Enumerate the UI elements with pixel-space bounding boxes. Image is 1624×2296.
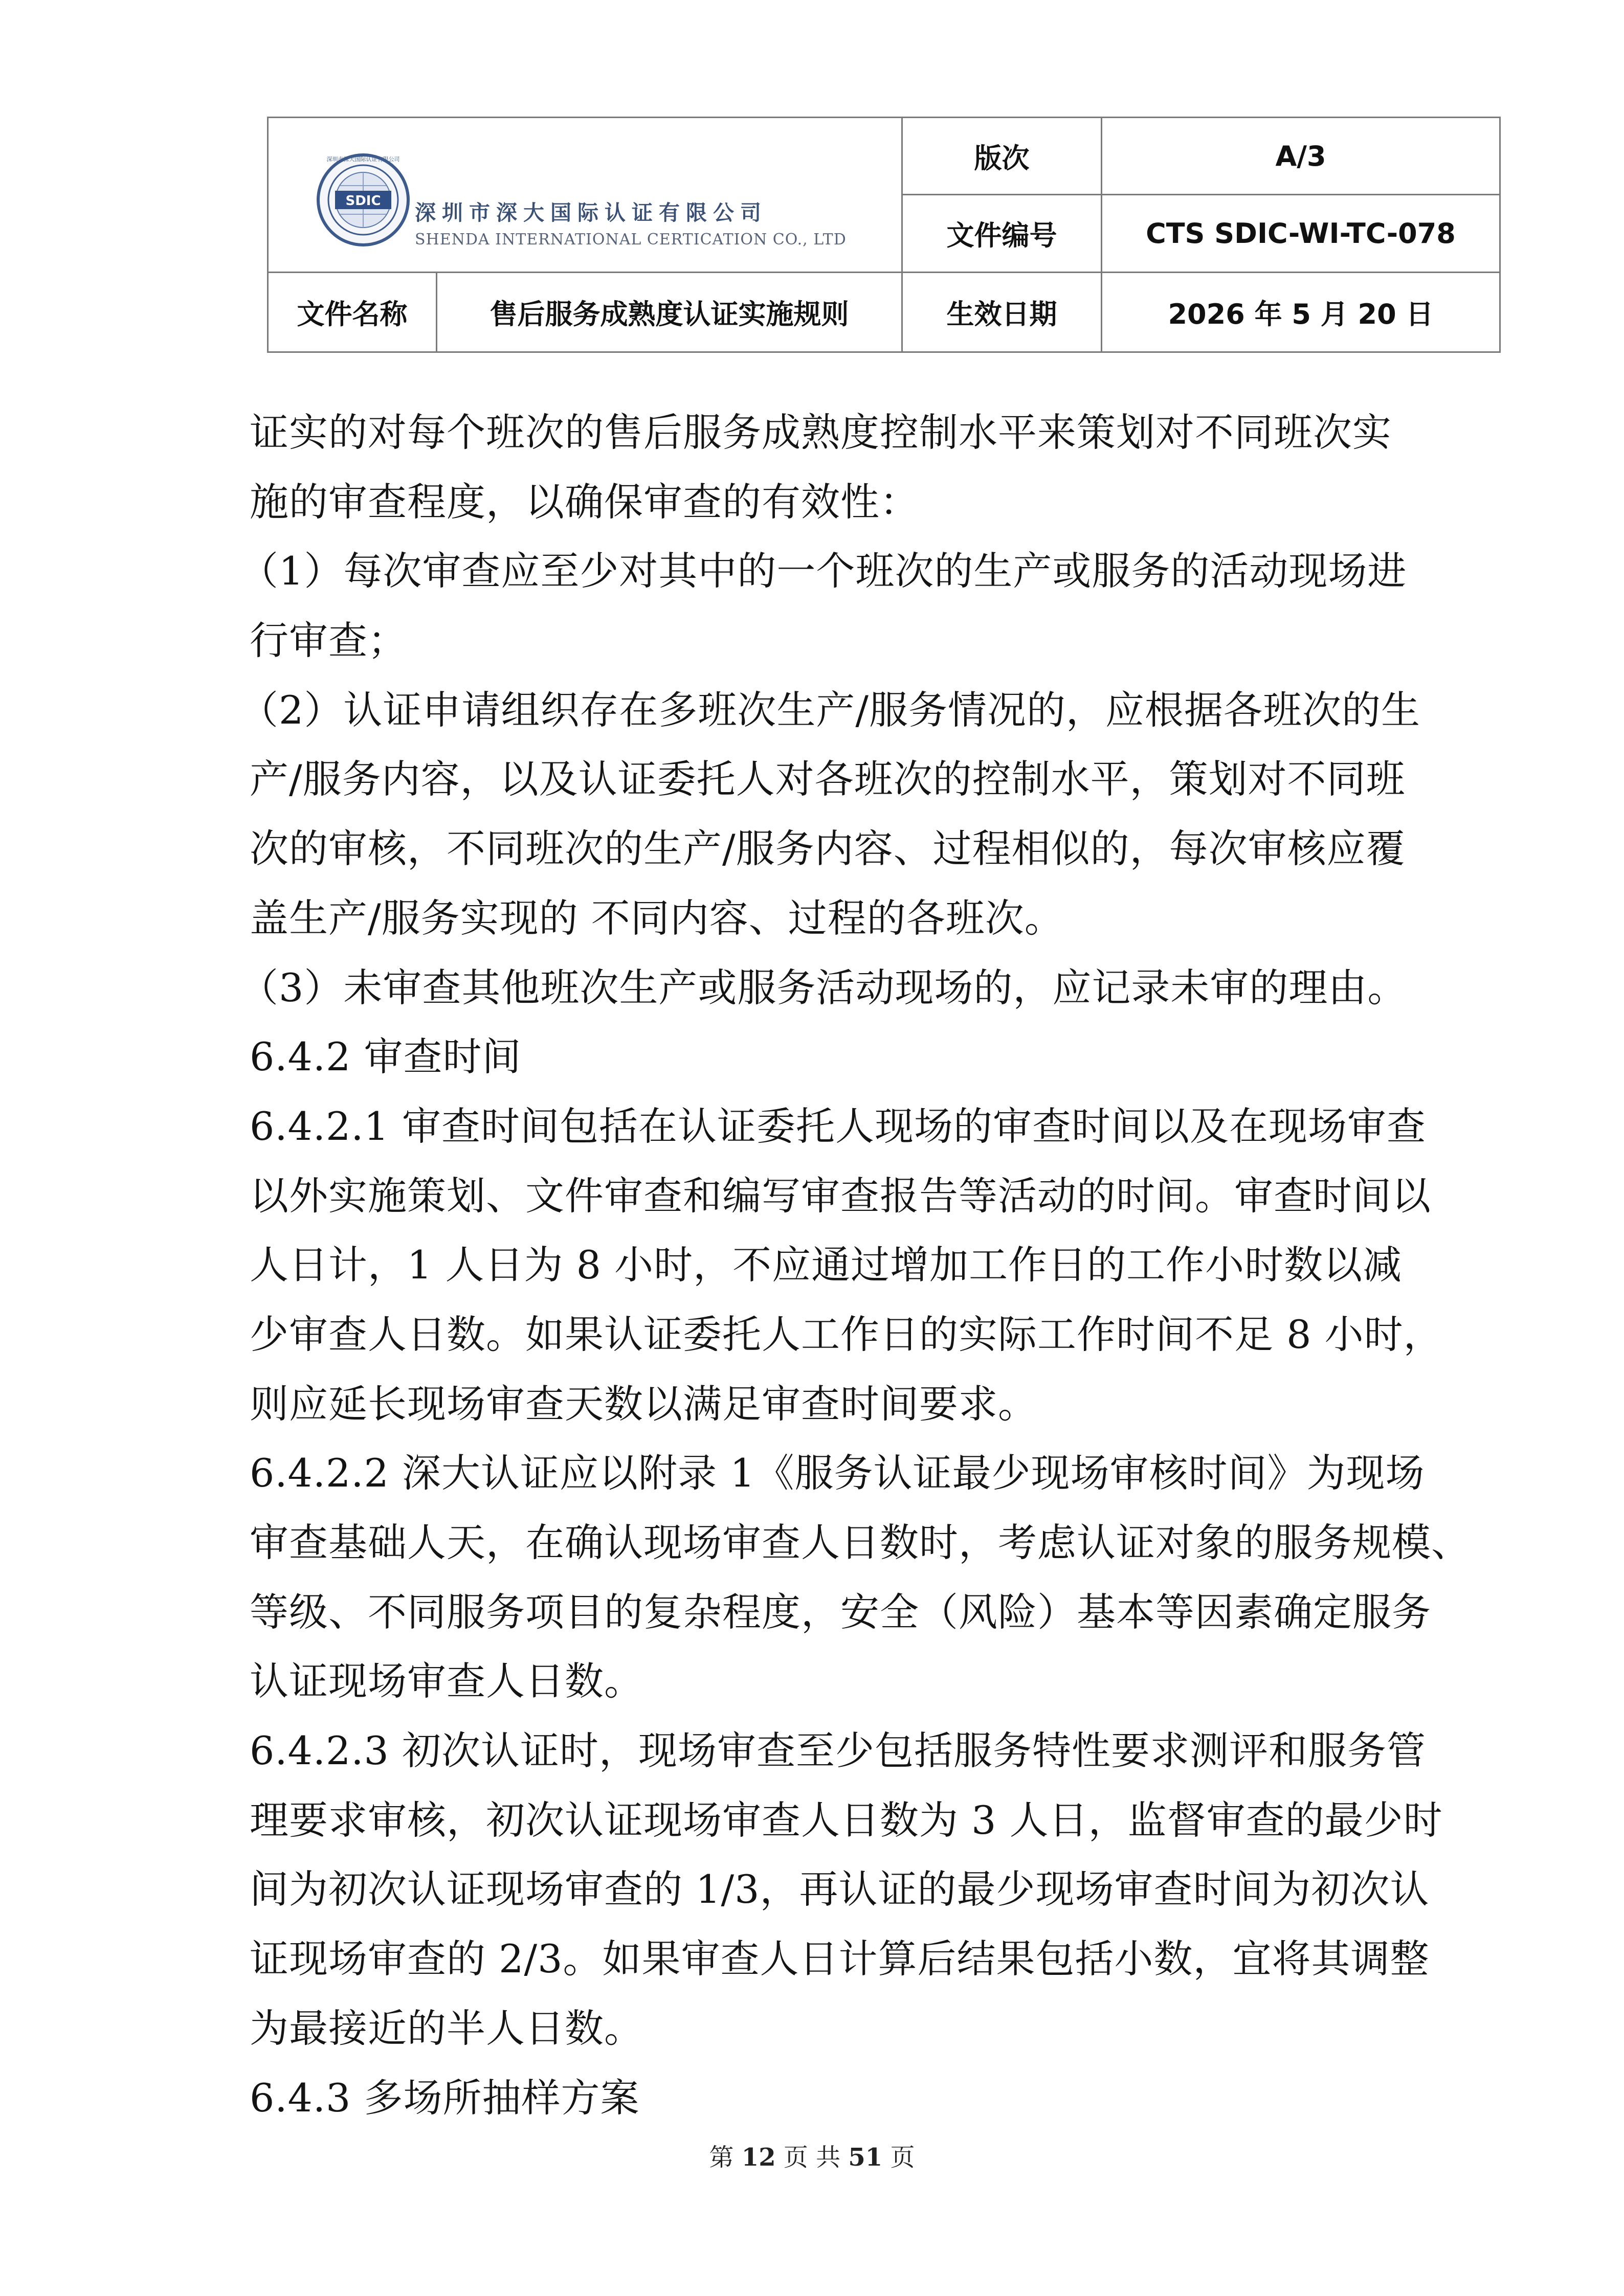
text-line: 理要求审核，初次认证现场审查人日数为 3 人日，监督审查的最少时: [250, 1797, 1443, 1843]
text-line: 盖生产/服务实现的 不同内容、过程的各班次。: [250, 895, 1064, 941]
text-line: 人日计，1 人日为 8 小时，不应通过增加工作日的工作小时数以减: [250, 1242, 1403, 1288]
page-total: 51: [848, 2143, 883, 2172]
date-label: 生效日期: [946, 298, 1057, 330]
text-line: 审查基础人天，在确认现场审查人日数时，考虑认证对象的服务规模、: [250, 1520, 1471, 1565]
document-body: [239, 398, 1471, 2132]
text-line: 少审查人日数。如果认证委托人工作日的实际工作时间不足 8 小时，: [250, 1311, 1443, 1357]
docname-value: 售后服务成熟度认证实施规则: [490, 298, 849, 330]
svg-text:SDIC: SDIC: [345, 193, 381, 209]
section-heading: 6.4.3 多场所抽样方案: [250, 2075, 640, 2121]
company-name-en: SHENDA INTERNATIONAL CERTICATION CO., LTD: [415, 231, 847, 249]
docno-label: 文件编号: [946, 219, 1057, 252]
footer-prefix: 第: [709, 2143, 734, 2172]
docname-label: 文件名称: [297, 298, 408, 330]
text-line: （2）认证申请组织存在多班次生产/服务情况的，应根据各班次的生: [239, 687, 1420, 733]
text-line: 间为初次认证现场审查的 1/3，再认证的最少现场审查时间为初次认: [250, 1866, 1430, 1912]
text-line: 6.4.2.1 审查时间包括在认证委托人现场的审查时间以及在现场审查: [250, 1103, 1427, 1149]
text-line: 认证现场审查人日数。: [250, 1658, 643, 1704]
text-line: 产/服务内容，以及认证委托人对各班次的控制水平，策划对不同班: [250, 756, 1406, 802]
seal-ring-text: 深圳市深大国际认证有限公司: [326, 156, 400, 163]
footer-middle: 页 共: [783, 2143, 841, 2172]
text-line: 证实的对每个班次的售后服务成熟度控制水平来策划对不同班次实: [250, 410, 1392, 455]
version-label: 版次: [974, 142, 1030, 174]
text-line: （3）未审查其他班次生产或服务活动现场的，应记录未审的理由。: [239, 964, 1407, 1010]
docno-value: CTS SDIC-WI-TC-078: [1146, 217, 1456, 250]
sdic-seal-icon: [315, 149, 412, 251]
text-line: 6.4.2.2 深大认证应以附录 1《服务认证最少现场审核时间》为现场: [250, 1450, 1425, 1496]
section-heading: 6.4.2 审查时间: [250, 1034, 522, 1080]
text-line: 行审查；: [250, 618, 407, 664]
text-line: 施的审查程度，以确保审查的有效性：: [250, 479, 919, 525]
header-table: [267, 117, 1501, 353]
text-line: 为最接近的半人日数。: [250, 2005, 643, 2051]
text-line: 以外实施策划、文件审查和编写审查报告等活动的时间。审查时间以: [250, 1173, 1431, 1219]
page-footer: [0, 2137, 1624, 2173]
date-value: 2026 年 5 月 20 日: [1168, 298, 1434, 330]
text-line: 6.4.2.3 初次认证时，现场审查至少包括服务特性要求测评和服务管: [250, 1728, 1427, 1774]
text-line: 则应延长现场审查天数以满足审查时间要求。: [250, 1381, 1037, 1427]
text-line: 证现场审查的 2/3。如果审查人日计算后结果包括小数，宜将其调整: [250, 1936, 1430, 1982]
page-current: 12: [741, 2143, 776, 2172]
text-line: 次的审核，不同班次的生产/服务内容、过程相似的，每次审核应覆: [250, 826, 1406, 872]
text-line: （1）每次审查应至少对其中的一个班次的生产或服务的活动现场进: [239, 548, 1407, 594]
footer-suffix: 页: [890, 2143, 915, 2172]
company-name-cn: 深圳市深大国际认证有限公司: [415, 200, 767, 225]
version-value: A/3: [1275, 140, 1326, 172]
text-line: 等级、不同服务项目的复杂程度，安全（风险）基本等因素确定服务: [250, 1589, 1431, 1635]
company-logo: [315, 149, 877, 261]
